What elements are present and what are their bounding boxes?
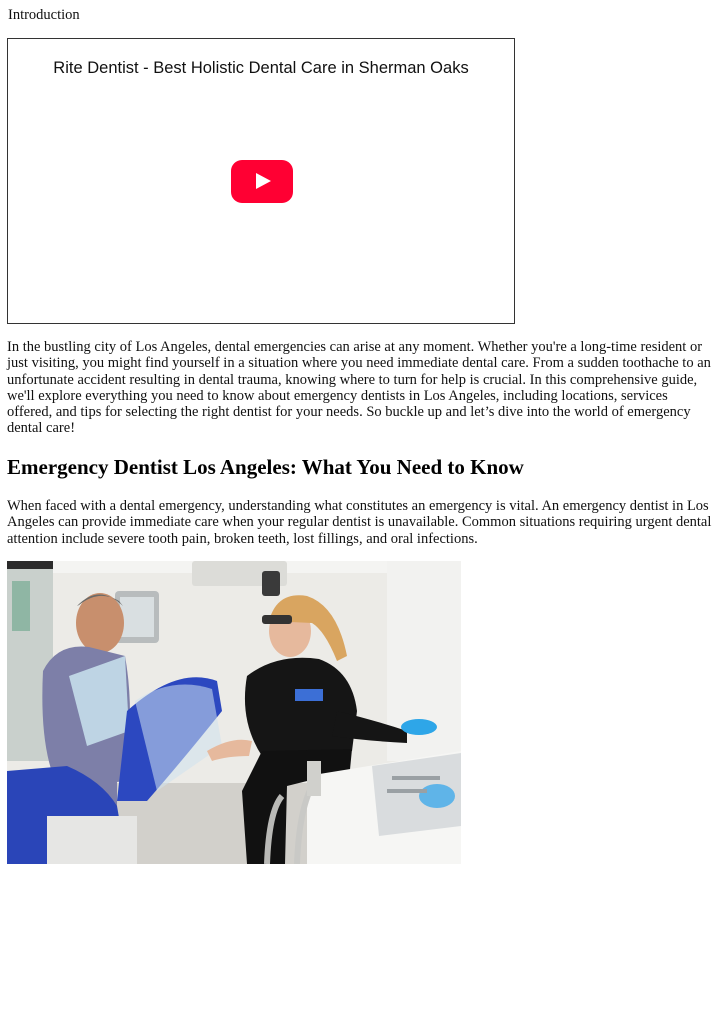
section-paragraph: When faced with a dental emergency, understanding what constitutes an emergency is vital. An emergency dentist in Los Angeles can provide immediate care when your regular dentist is unavailable. Common situations requiring urgent dental attention include severe tooth pain, broken teeth, lost fillings, and oral infections. xyxy=(7,498,712,547)
video-embed[interactable] xyxy=(7,38,515,324)
intro-paragraph: In the bustling city of Los Angeles, dental emergencies can arise at any moment. Whether you're a long-time resident or just visiting, you might find yourself in a situation where you need immediate dental care. From a sudden toothache to an unfortunate accident resulting in dental trauma, knowing where to turn for help is crucial. In this comprehensive guide, we'll explore everything you need to know about emergency dentists in Los Angeles, including locations, services offered, and tips for selecting the right dentist for your needs. So buckle up and let’s dive into the world of emergency dental care! xyxy=(7,339,711,437)
video-title[interactable]: Rite Dentist - Best Holistic Dental Care in Sherman Oaks xyxy=(53,59,469,77)
play-triangle-icon xyxy=(256,173,271,189)
youtube-play-icon[interactable] xyxy=(231,160,293,203)
section-heading: Emergency Dentist Los Angeles: What You Need to Know xyxy=(7,455,524,479)
intro-label: Introduction xyxy=(8,7,80,23)
dental-office-photo xyxy=(7,561,461,864)
